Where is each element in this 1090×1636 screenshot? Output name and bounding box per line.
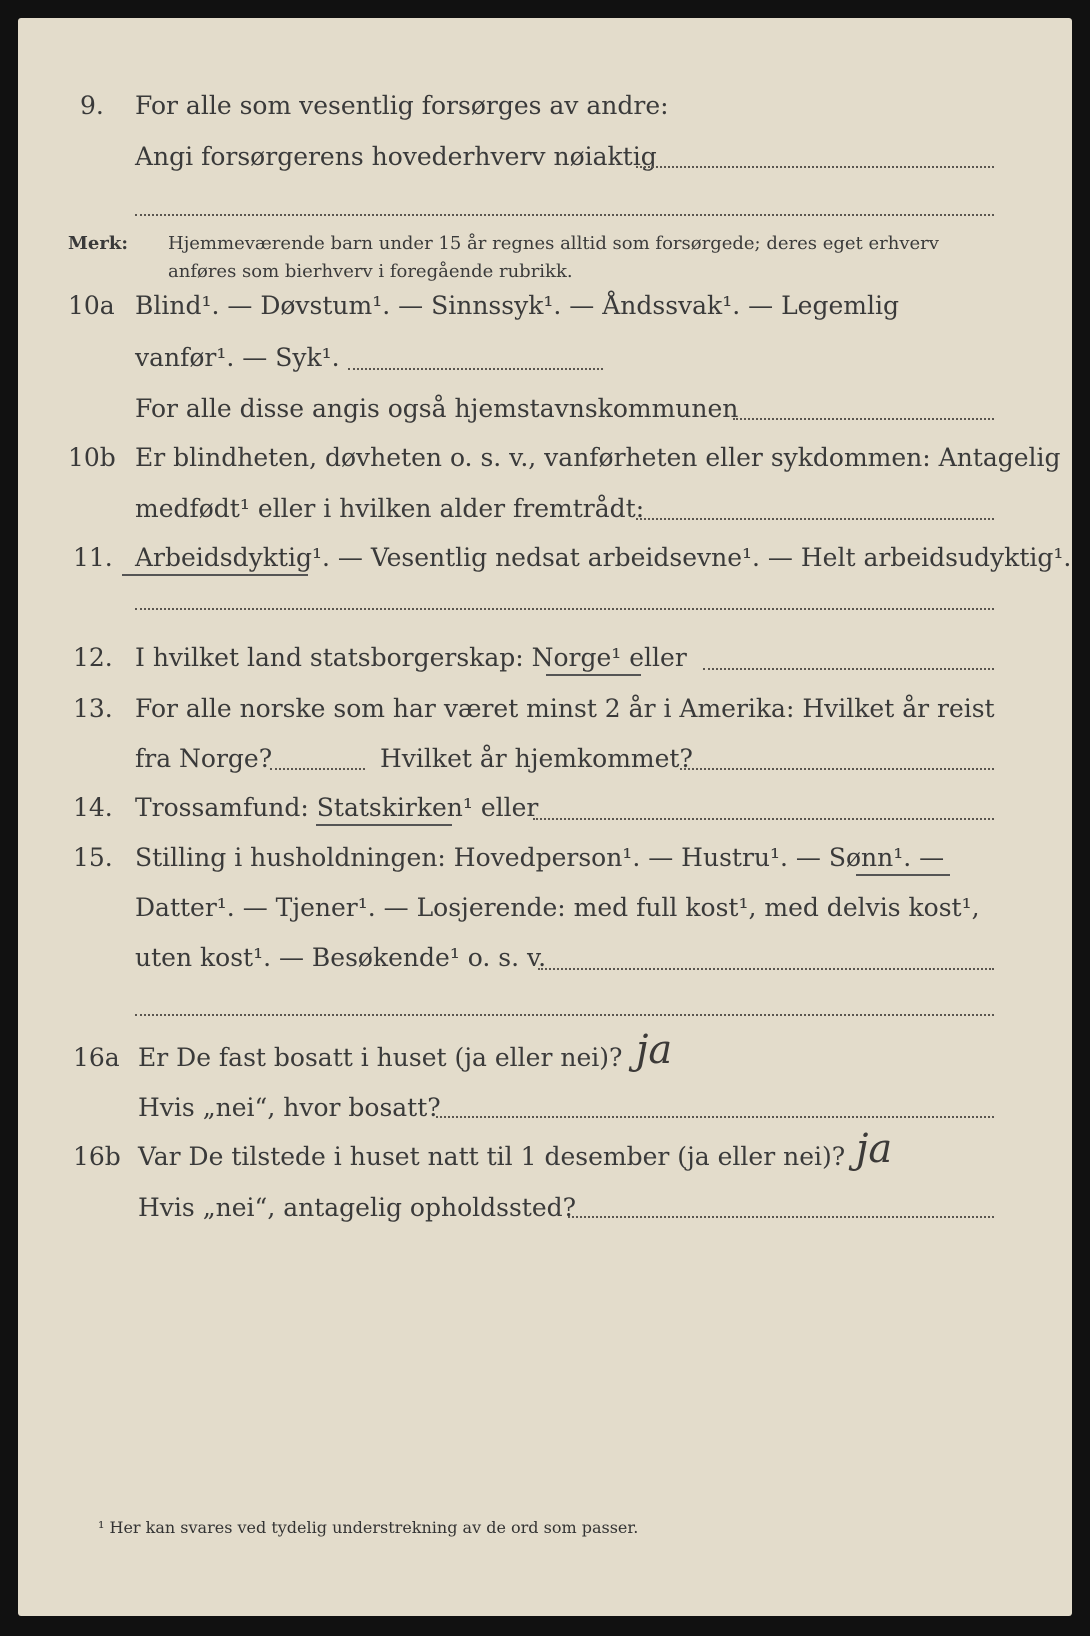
item-10b-answer-line[interactable] bbox=[636, 518, 994, 520]
item-10b-number: 10b bbox=[68, 443, 116, 472]
item-10a-line-2: vanfør¹. — Syk¹. bbox=[135, 343, 340, 372]
item-9-question: For alle som vesentlig forsørges av andre: bbox=[135, 91, 669, 120]
item-16b-question: Var De tilstede i huset natt til 1 desember (ja eller nei)? bbox=[138, 1142, 846, 1171]
item-16b-location-label: Hvis „nei“, antagelig opholdssted? bbox=[138, 1193, 577, 1222]
item-16a-handwritten-answer: ja bbox=[636, 1027, 673, 1073]
item-10a-municipality-line[interactable] bbox=[733, 418, 994, 420]
item-12-selected-underline bbox=[546, 674, 641, 676]
item-10b-line-1: Er blindheten, døvheten o. s. v., vanførheten eller sykdommen: Antagelig bbox=[135, 443, 1061, 472]
item-15-line-2: Datter¹. — Tjener¹. — Losjerende: med full kost¹, med delvis kost¹, bbox=[135, 893, 980, 922]
item-13-emigration-label: fra Norge? bbox=[135, 744, 273, 773]
census-form-page bbox=[18, 18, 1072, 1616]
item-15-answer-line[interactable] bbox=[538, 968, 994, 970]
item-11-options: Arbeidsdyktig¹. — Vesentlig nedsat arbeidsevne¹. — Helt arbeidsudyktig¹. bbox=[135, 543, 1072, 572]
item-9-number: 9. bbox=[80, 91, 104, 120]
item-16a-answer-line[interactable] bbox=[436, 1116, 994, 1118]
item-14-question: Trossamfund: Statskirken¹ eller bbox=[135, 793, 539, 822]
item-16b-number: 16b bbox=[73, 1142, 121, 1171]
item-16b-answer-line[interactable] bbox=[568, 1216, 994, 1218]
item-12-number: 12. bbox=[73, 643, 113, 672]
item-14-answer-line[interactable] bbox=[533, 818, 994, 820]
item-10b-line-2: medfødt¹ eller i hvilken alder fremtrådt: bbox=[135, 494, 645, 523]
item-16a-question: Er De fast bosatt i huset (ja eller nei)? bbox=[138, 1043, 623, 1072]
item-11-answer-line[interactable] bbox=[135, 608, 994, 610]
item-15-line-1: Stilling i husholdningen: Hovedperson¹. — Hustru¹. — Sønn¹. — bbox=[135, 843, 945, 872]
item-9-answer-line[interactable] bbox=[636, 166, 994, 168]
item-9-answer-line-2[interactable] bbox=[135, 214, 994, 216]
item-15-line-3: uten kost¹. — Besøkende¹ o. s. v. bbox=[135, 943, 547, 972]
item-12-question: I hvilket land statsborgerskap: Norge¹ eller bbox=[135, 643, 687, 672]
item-11-number: 11. bbox=[73, 543, 113, 572]
item-13-number: 13. bbox=[73, 694, 113, 723]
item-16a-number: 16a bbox=[73, 1043, 120, 1072]
item-13-line-1: For alle norske som har været minst 2 år i Amerika: Hvilket år reist bbox=[135, 694, 995, 723]
item-16b-handwritten-answer: ja bbox=[856, 1126, 893, 1172]
note-label: Merk: bbox=[68, 233, 128, 254]
item-14-number: 14. bbox=[73, 793, 113, 822]
item-15-number: 15. bbox=[73, 843, 113, 872]
item-15-selected-underline bbox=[856, 874, 950, 876]
note-line-1: Hjemmeværende barn under 15 år regnes alltid som forsørgede; deres eget erhverv bbox=[168, 233, 939, 254]
item-13-return-year-line[interactable] bbox=[680, 768, 994, 770]
item-9-occupation-label: Angi forsørgerens hovederhverv nøiaktig bbox=[135, 142, 657, 171]
item-13-emigration-year-line[interactable] bbox=[270, 768, 365, 770]
footnote: ¹ Her kan svares ved tydelig understrekning av de ord som passer. bbox=[98, 1518, 639, 1537]
item-10a-answer-line[interactable] bbox=[348, 368, 603, 370]
item-13-return-label: Hvilket år hjemkommet? bbox=[380, 744, 693, 773]
item-10a-number: 10a bbox=[68, 291, 115, 320]
item-14-selected-underline bbox=[316, 824, 452, 826]
item-12-answer-line[interactable] bbox=[703, 668, 994, 670]
item-10a-line-1: Blind¹. — Døvstum¹. — Sinnssyk¹. — Åndssvak¹. — Legemlig bbox=[135, 291, 899, 320]
item-11-selected-underline bbox=[122, 574, 308, 576]
item-10a-line-3: For alle disse angis også hjemstavnskommunen bbox=[135, 394, 739, 423]
item-15-answer-line-2[interactable] bbox=[135, 1014, 994, 1016]
item-16a-residence-label: Hvis „nei“, hvor bosatt? bbox=[138, 1093, 441, 1122]
note-line-2: anføres som bierhverv i foregående rubrikk. bbox=[168, 261, 573, 282]
